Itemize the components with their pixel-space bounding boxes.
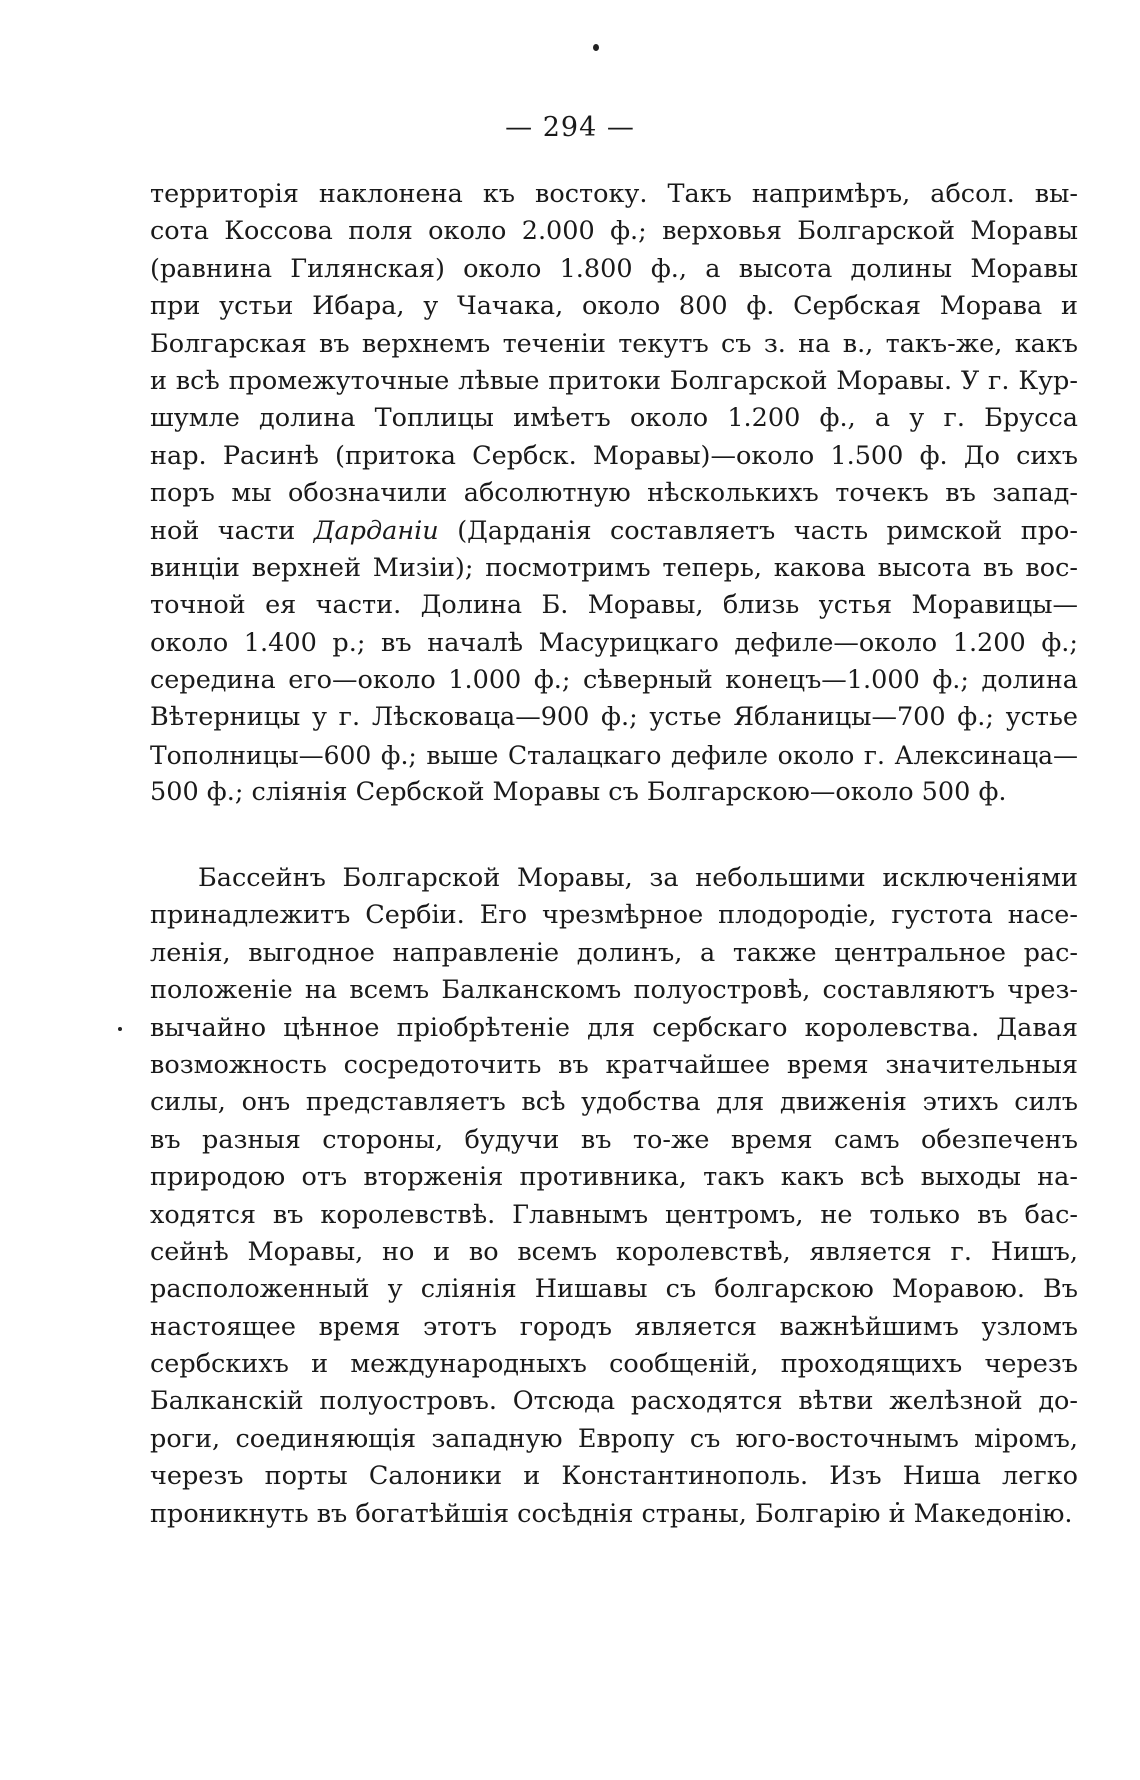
text-line [150, 513, 1078, 550]
text-line: проникнуть въ богатѣйшія сосѣднія страны, Болгарію и Македонію. [150, 1498, 1073, 1529]
text-fragment: (Дарданія составляетъ часть римской про- [457, 515, 1078, 546]
text-line: (равнина Гилянская) около 1.800 ф., а высота долины Моравы [150, 253, 1078, 284]
text-line: при устьи Ибара, у Чачака, около 800 ф. Сербская Морава и [150, 291, 1078, 322]
text-line: Вѣтерницы у г. Лѣсковаца—900 ф.; устье Ябланицы—700 ф.; устье [150, 702, 1078, 733]
page-number: — 294 — [505, 112, 635, 143]
text-line: около 1.400 р.; въ началѣ Масурицкаго дефиле—около 1.200 ф.; [150, 627, 1078, 658]
text-line: природою отъ вторженія противника, такъ какъ всѣ выходы на- [150, 1162, 1078, 1193]
text-line: шумле долина Топлицы имѣетъ около 1.200 ф., а у г. Брусса [150, 403, 1078, 434]
italic-term-dardania: Дарданіи [313, 515, 439, 546]
text-line: Тополницы—600 ф.; выше Сталацкаго дефиле около г. Алексинаца— [150, 740, 1078, 770]
paragraph-1 [150, 176, 1078, 812]
text-line: сейнѣ Моравы, но и во всемъ королевствѣ, является г. Нишъ, [150, 1236, 1078, 1267]
text-line: и всѣ промежуточные лѣвые притоки Болгарской Моравы. У г. Кур- [150, 365, 1078, 396]
text-line: роги, соединяющія западную Европу съ юго-восточнымъ міромъ, [150, 1423, 1078, 1454]
text-line: положеніе на всемъ Балканскомъ полуостровѣ, составляютъ чрез- [150, 975, 1078, 1006]
text-line: расположенный у сліянія Нишавы съ болгарскою Моравою. Въ [150, 1274, 1078, 1305]
text-line: вычайно цѣнное пріобрѣтеніе для сербскаго королевства. Давая [150, 1012, 1078, 1043]
text-line: сербскихъ и международныхъ сообщеній, проходящихъ черезъ [150, 1349, 1078, 1380]
text-line: точной ея части. Долина Б. Моравы, близь устья Моравицы— [150, 590, 1078, 621]
text-line: Болгарская въ верхнемъ теченіи текутъ съ з. на в., такъ-же, какъ [150, 328, 1078, 359]
text-line: Бассейнъ Болгарской Моравы, за небольшими исключеніями [198, 863, 1078, 893]
paragraph-2 [150, 860, 1078, 1533]
text-fragment: ной части [150, 515, 296, 546]
text-line: поръ мы обозначили абсолютную нѣсколькихъ точекъ въ запад- [150, 478, 1078, 509]
text-line: возможность сосредоточить въ кратчайшее время значительныя [150, 1049, 1078, 1080]
ink-speck-top [593, 44, 599, 51]
text-line: принадлежитъ Сербіи. Его чрезмѣрное плодородіе, густота насе- [150, 900, 1078, 931]
ink-speck-left-margin [118, 1027, 122, 1031]
text-line: Балканскій полуостровъ. Отсюда расходятся вѣтви желѣзной до- [150, 1386, 1078, 1417]
text-line: сота Коссова поля около 2.000 ф.; верховья Болгарской Моравы [150, 216, 1078, 247]
text-line: нар. Расинѣ (притока Сербск. Моравы)—около 1.500 ф. До сихъ [150, 440, 1078, 471]
text-line: ходятся въ королевствѣ. Главнымъ центромъ, не только въ бас- [150, 1199, 1078, 1230]
text-line: настоящее время этотъ городъ является важнѣйшимъ узломъ [150, 1311, 1078, 1342]
text-line: въ разныя стороны, будучи въ то-же время самъ обезпеченъ [150, 1124, 1078, 1155]
text-line: территорія наклонена къ востоку. Такъ напримѣръ, абсол. вы- [150, 179, 1078, 209]
text-line: середина его—около 1.000 ф.; сѣверный конецъ—1.000 ф.; долина [150, 665, 1078, 696]
text-line: силы, онъ представляетъ всѣ удобства для движенія этихъ силъ [150, 1087, 1078, 1118]
text-line: винціи верхней Мизіи); посмотримъ теперь, какова высота въ вос- [150, 552, 1078, 583]
text-line: 500 ф.; сліянія Сербской Моравы съ Болгарскою—около 500 ф. [150, 777, 1007, 808]
text-line: черезъ порты Салоники и Константинополь. Изъ Ниша легко [150, 1461, 1078, 1492]
text-line: ленія, выгодное направленіе долинъ, а также центральное рас- [150, 937, 1078, 968]
